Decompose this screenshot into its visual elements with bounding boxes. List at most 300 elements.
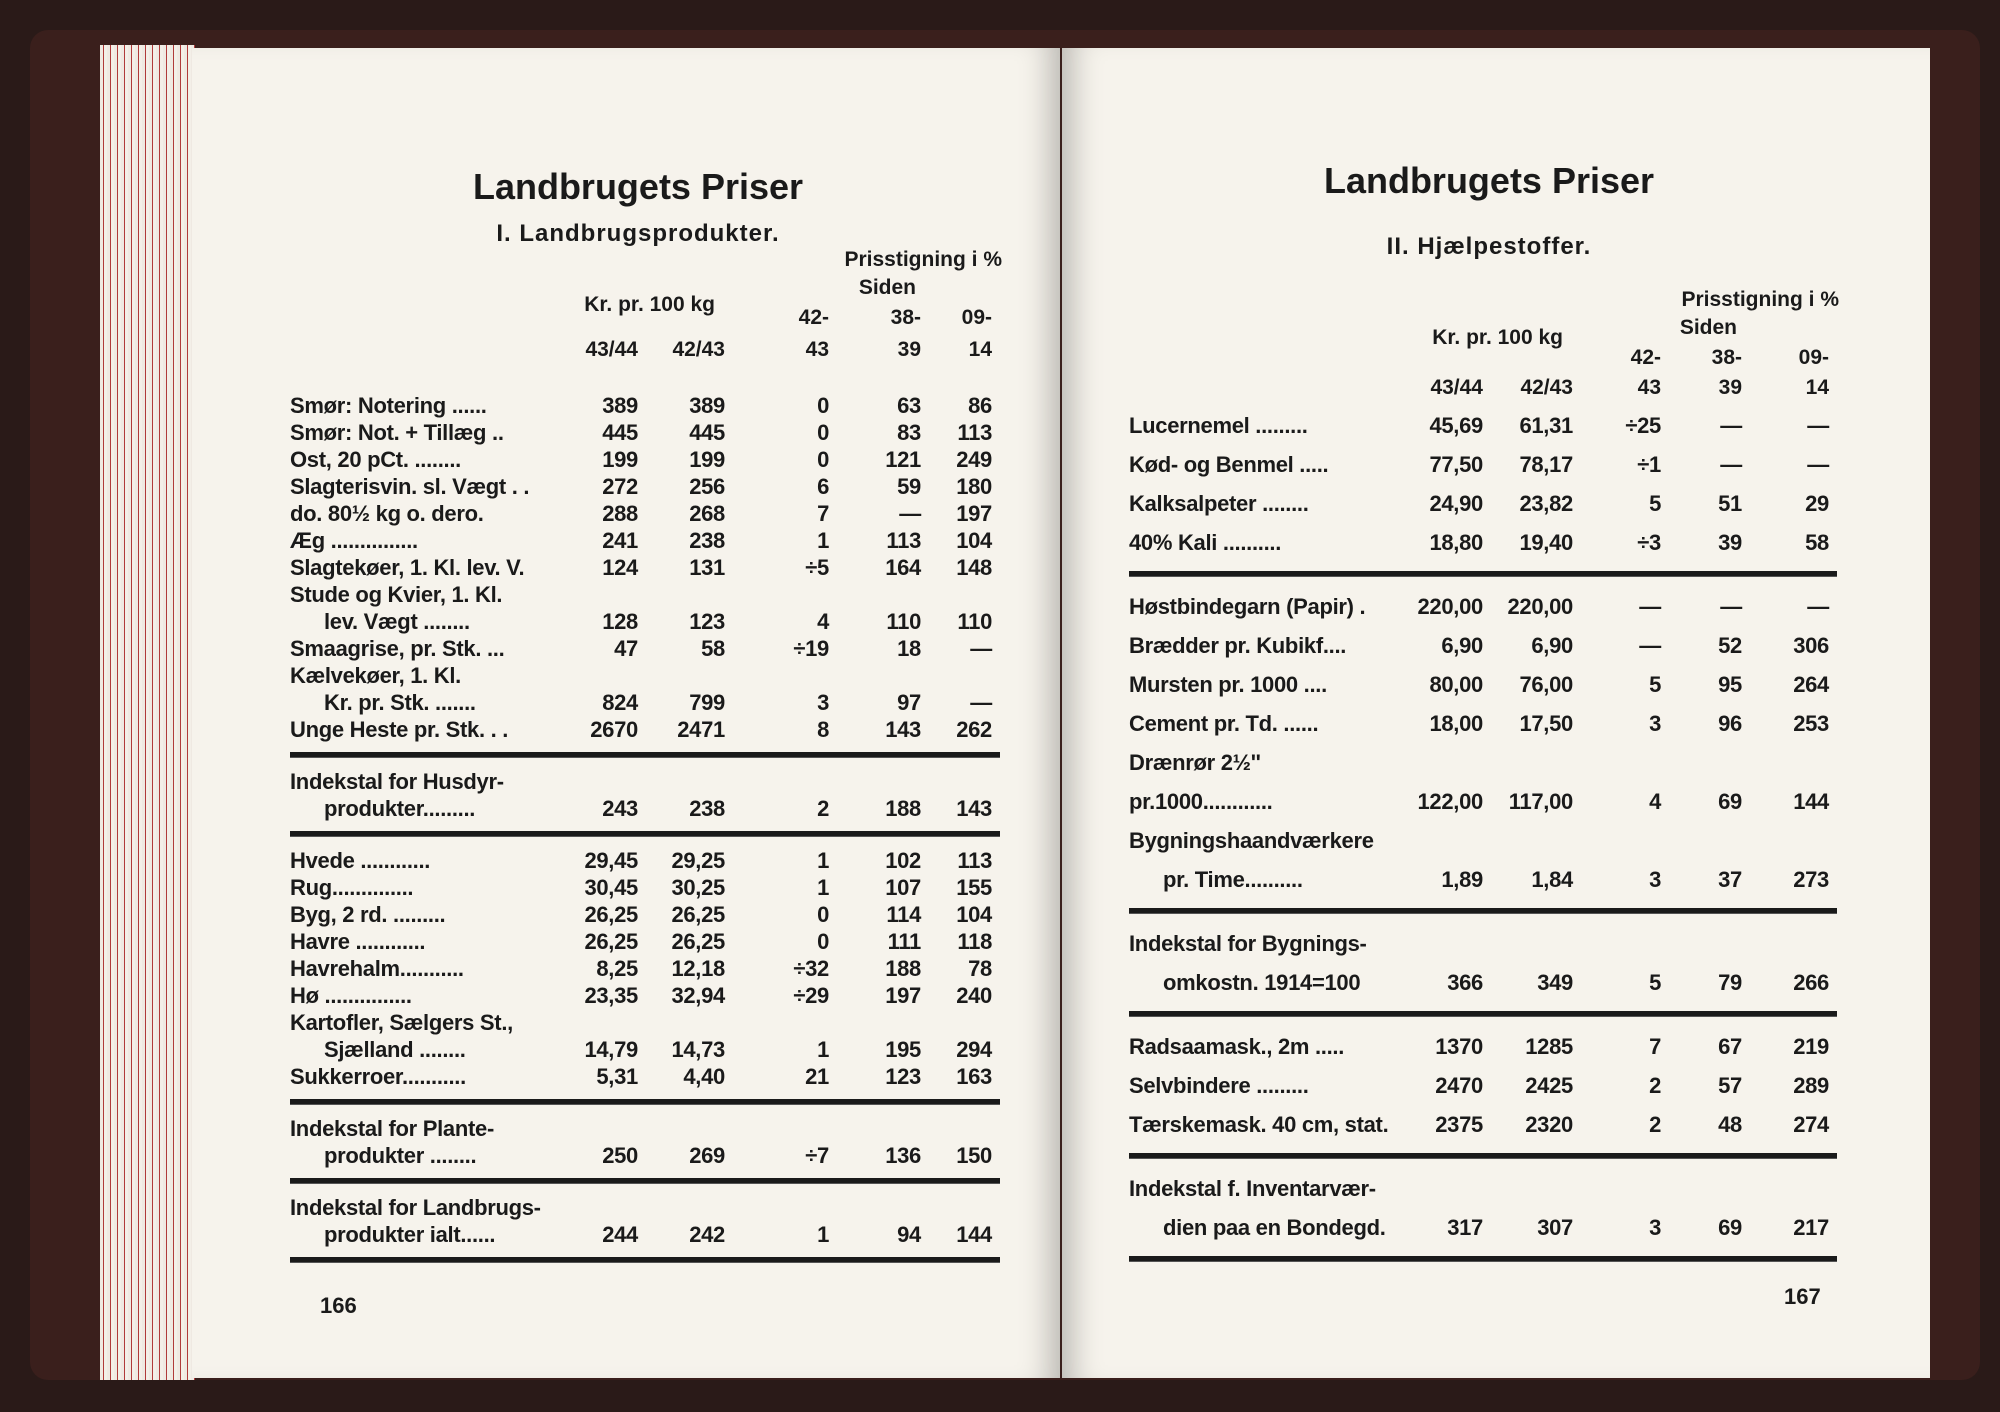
row-label: lev. Vægt ........ (324, 609, 470, 634)
page-number: 167 (1784, 1284, 1821, 1309)
price-rise-header: Prisstigning i % (844, 248, 1002, 271)
cell-value: 289 (1793, 1073, 1829, 1098)
table-row (290, 982, 1000, 1009)
section-divider (1129, 908, 1837, 914)
cell-value: — (1720, 413, 1742, 438)
row-label: Kalksalpeter ........ (1129, 491, 1309, 516)
cell-value: 1285 (1525, 1034, 1573, 1059)
row-label: Selvbindere ......... (1129, 1073, 1309, 1098)
cell-value: 0 (817, 929, 829, 954)
cell-value: 199 (602, 447, 638, 472)
cell-value: 199 (689, 447, 725, 472)
cell-value: 264 (1793, 672, 1829, 697)
row-label: pr.1000............ (1129, 789, 1273, 814)
cell-value: 113 (886, 528, 921, 553)
row-label: Lucernemel ......... (1129, 413, 1308, 438)
cell-value: 163 (956, 1064, 992, 1089)
price-unit-header: Kr. pr. 100 kg (584, 293, 715, 316)
table-row (1129, 1027, 1837, 1066)
row-label: Sjælland ........ (324, 1037, 466, 1062)
cell-value: 240 (956, 983, 992, 1008)
cell-value: 26,25 (671, 929, 725, 954)
row-label: produkter ialt...... (324, 1222, 496, 1247)
table-row (290, 1009, 1000, 1063)
row-label: Havrehalm........... (290, 956, 464, 981)
cell-value: — (899, 501, 921, 526)
cell-value: 6,90 (1531, 633, 1573, 658)
row-label: Smør: Notering ...... (290, 393, 487, 418)
page-number: 166 (320, 1293, 357, 1318)
table-row (1129, 484, 1837, 523)
cell-value: 39 (1718, 530, 1742, 555)
table-row (1129, 1105, 1837, 1144)
row-label: Kælvekøer, 1. Kl. (290, 663, 461, 688)
cell-value: 107 (885, 875, 921, 900)
cell-value: 4 (1649, 789, 1661, 814)
section-divider (290, 831, 1000, 837)
cell-value: 1 (817, 875, 829, 900)
row-label: Unge Heste pr. Stk. . . (290, 717, 509, 742)
cell-value: 96 (1718, 711, 1742, 736)
cell-value: 61,31 (1519, 413, 1573, 438)
cell-value: — (1639, 594, 1661, 619)
cell-value: 124 (602, 555, 638, 580)
cell-value: 52 (1718, 633, 1742, 658)
cell-value: 128 (602, 609, 638, 634)
cell-value: ÷7 (805, 1143, 829, 1168)
row-label: Æg ............... (290, 528, 418, 553)
cell-value: 3 (817, 690, 829, 715)
cell-value: 253 (1793, 711, 1829, 736)
cell-value: 4,40 (683, 1064, 725, 1089)
cell-value: 144 (1793, 789, 1829, 814)
cell-value: 273 (1793, 867, 1829, 892)
cell-value: 29 (1805, 491, 1829, 516)
row-label: produkter......... (324, 796, 476, 821)
row-label: Indekstal for Bygnings- (1129, 931, 1367, 956)
cell-value: 51 (1718, 491, 1742, 516)
cell-value: 269 (689, 1143, 725, 1168)
price-table (290, 392, 1000, 1273)
table-row (290, 1194, 1000, 1248)
table-row (1129, 665, 1837, 704)
cell-value: 164 (885, 555, 921, 580)
cell-value: 24,90 (1429, 491, 1483, 516)
cell-value: 2470 (1435, 1073, 1483, 1098)
cell-value: — (1720, 452, 1742, 477)
cell-value: ÷1 (1637, 452, 1661, 477)
row-label: Tærskemask. 40 cm, stat. (1129, 1112, 1389, 1137)
cell-value: 6,90 (1441, 633, 1483, 658)
cell-value: — (1807, 594, 1829, 619)
cell-value: 143 (885, 717, 921, 742)
cell-value: 63 (897, 393, 921, 418)
row-label: Ost, 20 pCt. ........ (290, 447, 461, 472)
cell-value: 58 (701, 636, 725, 661)
cell-value: 80,00 (1429, 672, 1483, 697)
cell-value: 23,82 (1519, 491, 1573, 516)
page-edges (100, 45, 195, 1380)
table-row (1129, 704, 1837, 743)
cell-value: 18,00 (1429, 711, 1483, 736)
row-label: produkter ........ (324, 1143, 477, 1168)
table-row (290, 662, 1000, 716)
cell-value: 349 (1537, 970, 1573, 995)
cell-value: 5 (1649, 970, 1661, 995)
cell-value: 18,80 (1429, 530, 1483, 555)
cell-value: 268 (689, 501, 725, 526)
cell-value: 220,00 (1507, 594, 1573, 619)
table-row (290, 446, 1000, 473)
cell-value: 32,94 (671, 983, 725, 1008)
cell-value: 21 (805, 1064, 829, 1089)
table-row (1129, 821, 1837, 899)
cell-value: 48 (1718, 1112, 1742, 1137)
section-divider (1129, 571, 1837, 577)
section-divider (290, 752, 1000, 758)
cell-value: 389 (689, 393, 725, 418)
cell-value: 8,25 (596, 956, 638, 981)
cell-value: 197 (956, 501, 992, 526)
cell-value: 113 (957, 420, 992, 445)
cell-value: 79 (1718, 970, 1742, 995)
cell-value: ÷5 (805, 555, 829, 580)
cell-value: 5 (1649, 672, 1661, 697)
section-divider (290, 1178, 1000, 1184)
table-row (290, 901, 1000, 928)
cell-value: ÷19 (793, 636, 829, 661)
cell-value: 1 (817, 528, 829, 553)
section-divider (290, 1257, 1000, 1263)
row-label: Kr. pr. Stk. ....... (324, 690, 476, 715)
table-row (290, 955, 1000, 982)
table-row (1129, 587, 1837, 626)
right-page (1062, 48, 1930, 1378)
row-label: Indekstal for Landbrugs- (290, 1195, 541, 1220)
cell-value: 26,25 (584, 929, 638, 954)
section-divider (1129, 1153, 1837, 1159)
cell-value: 7 (817, 501, 829, 526)
row-label: do. 80½ kg o. dero. (290, 501, 484, 526)
cell-value: 274 (1793, 1112, 1829, 1137)
cell-value: 0 (817, 393, 829, 418)
cell-value: 19,40 (1519, 530, 1573, 555)
cell-value: ÷32 (793, 956, 829, 981)
column-header-line: 42- (798, 306, 829, 329)
cell-value: 0 (817, 447, 829, 472)
cell-value: 0 (817, 902, 829, 927)
column-header: 43/44 (585, 338, 638, 361)
row-label: Slagtekøer, 1. Kl. lev. V. (290, 555, 525, 580)
table-row (1129, 1169, 1837, 1247)
cell-value: 294 (956, 1037, 992, 1062)
cell-value: — (970, 690, 992, 715)
cell-value: 69 (1718, 1215, 1742, 1240)
cell-value: 5 (1649, 491, 1661, 516)
cell-value: 76,00 (1519, 672, 1573, 697)
cell-value: — (1807, 413, 1829, 438)
cell-value: ÷3 (1637, 530, 1661, 555)
row-label: Brædder pr. Kubikf.... (1129, 633, 1347, 658)
table-row (290, 635, 1000, 662)
cell-value: 104 (956, 902, 992, 927)
table-row (1129, 1066, 1837, 1105)
cell-value: 30,25 (671, 875, 725, 900)
cell-value: 288 (602, 501, 638, 526)
table-row (290, 500, 1000, 527)
cell-value: 47 (614, 636, 638, 661)
row-label: Cement pr. Td. ...... (1129, 711, 1319, 736)
cell-value: 94 (897, 1222, 921, 1247)
table-row (290, 768, 1000, 822)
cell-value: 824 (602, 690, 638, 715)
row-label: Indekstal f. Inventarvær- (1129, 1176, 1376, 1201)
cell-value: 2375 (1435, 1112, 1483, 1137)
section-divider (290, 1099, 1000, 1105)
table-row (290, 473, 1000, 500)
row-label: Smaagrise, pr. Stk. ... (290, 636, 505, 661)
cell-value: 180 (956, 474, 992, 499)
page-title: Landbrugets Priser (472, 166, 804, 207)
cell-value: 241 (602, 528, 638, 553)
table-row (1129, 743, 1837, 821)
cell-value: 12,18 (671, 956, 725, 981)
cell-value: 136 (885, 1143, 921, 1168)
row-label: Drænrør 2½'' (1129, 750, 1261, 775)
column-header-line: 09- (1798, 346, 1829, 369)
cell-value: 117,00 (1508, 789, 1573, 814)
cell-value: 123 (689, 609, 725, 634)
section-divider (1129, 1256, 1837, 1262)
cell-value: 366 (1447, 970, 1483, 995)
column-header-line: 38- (1711, 346, 1742, 369)
section-divider (1129, 1011, 1837, 1017)
column-header: 42/43 (672, 338, 725, 361)
column-header-line: 14 (968, 338, 992, 361)
cell-value: 266 (1793, 970, 1829, 995)
row-label: pr. Time.......... (1163, 867, 1303, 892)
row-label: Rug.............. (290, 875, 414, 900)
cell-value: 2471 (677, 717, 725, 742)
cell-value: 262 (956, 717, 992, 742)
cell-value: 131 (689, 555, 725, 580)
table-row (290, 1063, 1000, 1090)
cell-value: 123 (885, 1064, 921, 1089)
row-label: Bygningshaandværkere (1129, 828, 1374, 853)
cell-value: 2 (817, 796, 829, 821)
table-row (1129, 523, 1837, 562)
row-label: Hvede ............ (290, 848, 431, 873)
page-title: Landbrugets Priser (1323, 160, 1655, 201)
price-rise-header: Prisstigning i % (1681, 288, 1839, 311)
table-row (290, 392, 1000, 419)
cell-value: 1,84 (1531, 867, 1573, 892)
cell-value: 256 (689, 474, 725, 499)
cell-value: 118 (957, 929, 992, 954)
cell-value: ÷25 (1625, 413, 1661, 438)
row-label: Havre ............ (290, 929, 426, 954)
cell-value: 113 (957, 848, 992, 873)
cell-value: 26,25 (671, 902, 725, 927)
cell-value: 111 (887, 929, 921, 954)
cell-value: 307 (1537, 1215, 1573, 1240)
cell-value: 18 (897, 636, 921, 661)
table-row (290, 928, 1000, 955)
cell-value: 78,17 (1519, 452, 1573, 477)
table-row (1129, 626, 1837, 665)
cell-value: 1 (817, 848, 829, 873)
cell-value: 249 (956, 447, 992, 472)
cell-value: 5,31 (596, 1064, 638, 1089)
cell-value: 83 (897, 420, 921, 445)
cell-value: 45,69 (1429, 413, 1483, 438)
cell-value: 389 (602, 393, 638, 418)
cell-value: 2 (1649, 1112, 1661, 1137)
cell-value: 188 (885, 796, 921, 821)
cell-value: 14,73 (671, 1037, 725, 1062)
cell-value: 238 (689, 796, 725, 821)
cell-value: — (970, 636, 992, 661)
cell-value: 77,50 (1429, 452, 1483, 477)
cell-value: 59 (897, 474, 921, 499)
cell-value: 58 (1805, 530, 1829, 555)
table-row (290, 581, 1000, 635)
cell-value: 0 (817, 420, 829, 445)
cell-value: 2425 (1525, 1073, 1573, 1098)
cell-value: 220,00 (1417, 594, 1483, 619)
cell-value: 445 (689, 420, 725, 445)
table-row (290, 847, 1000, 874)
cell-value: 17,50 (1519, 711, 1573, 736)
cell-value: 95 (1718, 672, 1742, 697)
column-header-line: 38- (890, 306, 921, 329)
column-header-line: 39 (897, 338, 921, 361)
cell-value: 26,25 (584, 902, 638, 927)
cell-value: 2670 (590, 717, 638, 742)
cell-value: 121 (885, 447, 921, 472)
cell-value: 188 (885, 956, 921, 981)
cell-value: 197 (885, 983, 921, 1008)
row-label: Sukkerroer........... (290, 1064, 466, 1089)
row-label: 40% Kali .......... (1129, 530, 1282, 555)
price-unit-header: Kr. pr. 100 kg (1432, 326, 1563, 349)
row-label: Mursten pr. 1000 .... (1129, 672, 1327, 697)
cell-value: 2320 (1525, 1112, 1573, 1137)
table-row (1129, 445, 1837, 484)
cell-value: 86 (968, 393, 992, 418)
cell-value: 110 (957, 609, 992, 634)
row-label: Indekstal for Husdyr- (290, 769, 504, 794)
cell-value: 37 (1718, 867, 1742, 892)
cell-value: 4 (817, 609, 829, 634)
since-header: Siden (1679, 316, 1737, 339)
section-subtitle: I. Landbrugsprodukter. (496, 220, 780, 247)
column-header-line: 43 (1637, 376, 1661, 399)
row-label: Radsaamask., 2m ..... (1129, 1034, 1345, 1059)
row-label: Smør: Not. + Tillæg .. (290, 420, 504, 445)
cell-value: 29,25 (671, 848, 725, 873)
since-header: Siden (858, 276, 916, 299)
cell-value: 272 (602, 474, 638, 499)
cell-value: 244 (602, 1222, 638, 1247)
table-row (290, 716, 1000, 743)
section-subtitle: II. Hjælpestoffer. (1386, 233, 1592, 260)
cell-value: 23,35 (584, 983, 638, 1008)
row-label: Stude og Kvier, 1. Kl. (290, 582, 503, 607)
left-page (192, 48, 1060, 1378)
cell-value: 445 (602, 420, 638, 445)
cell-value: 143 (956, 796, 992, 821)
cell-value: — (1639, 633, 1661, 658)
cell-value: 144 (956, 1222, 992, 1247)
table-row (290, 554, 1000, 581)
row-label: Kartofler, Sælgers St., (290, 1010, 513, 1035)
cell-value: — (1807, 452, 1829, 477)
cell-value: 122,00 (1417, 789, 1483, 814)
cell-value: 67 (1718, 1034, 1742, 1059)
cell-value: 104 (956, 528, 992, 553)
cell-value: 799 (689, 690, 725, 715)
cell-value: 29,45 (584, 848, 638, 873)
cell-value: 1 (817, 1037, 829, 1062)
cell-value: 102 (885, 848, 921, 873)
cell-value: 3 (1649, 1215, 1661, 1240)
cell-value: 238 (689, 528, 725, 553)
price-table (1129, 406, 1837, 1272)
cell-value: 97 (897, 690, 921, 715)
row-label: Kød- og Benmel ..... (1129, 452, 1329, 477)
cell-value: 242 (689, 1222, 725, 1247)
column-header-line: 09- (961, 306, 992, 329)
cell-value: 195 (885, 1037, 921, 1062)
cell-value: — (1720, 594, 1742, 619)
cell-value: 250 (602, 1143, 638, 1168)
row-label: dien paa en Bondegd. (1163, 1215, 1386, 1240)
cell-value: 2 (1649, 1073, 1661, 1098)
cell-value: 317 (1447, 1215, 1483, 1240)
cell-value: 110 (886, 609, 921, 634)
cell-value: 78 (968, 956, 992, 981)
table-row (290, 874, 1000, 901)
cell-value: 219 (1793, 1034, 1829, 1059)
table-row (290, 1115, 1000, 1169)
cell-value: 6 (817, 474, 829, 499)
table-row (1129, 406, 1837, 445)
row-label: Høstbindegarn (Papir) . (1129, 594, 1366, 619)
cell-value: 3 (1649, 867, 1661, 892)
cell-value: 57 (1718, 1073, 1742, 1098)
cell-value: 150 (956, 1143, 992, 1168)
cell-value: 306 (1793, 633, 1829, 658)
column-header: 43/44 (1430, 376, 1483, 399)
cell-value: 8 (817, 717, 829, 742)
cell-value: 1 (817, 1222, 829, 1247)
cell-value: 148 (956, 555, 992, 580)
column-header: 42/43 (1520, 376, 1573, 399)
row-label: Indekstal for Plante- (290, 1116, 494, 1141)
column-header-line: 42- (1630, 346, 1661, 369)
table-row (290, 419, 1000, 446)
cell-value: 69 (1718, 789, 1742, 814)
table-row (290, 527, 1000, 554)
column-header-line: 14 (1805, 376, 1829, 399)
cell-value: 114 (886, 902, 921, 927)
row-label: Hø ............... (290, 983, 412, 1008)
cell-value: 155 (956, 875, 992, 900)
cell-value: 14,79 (584, 1037, 638, 1062)
row-label: Slagterisvin. sl. Vægt . . (290, 474, 530, 499)
column-header-line: 43 (805, 338, 829, 361)
